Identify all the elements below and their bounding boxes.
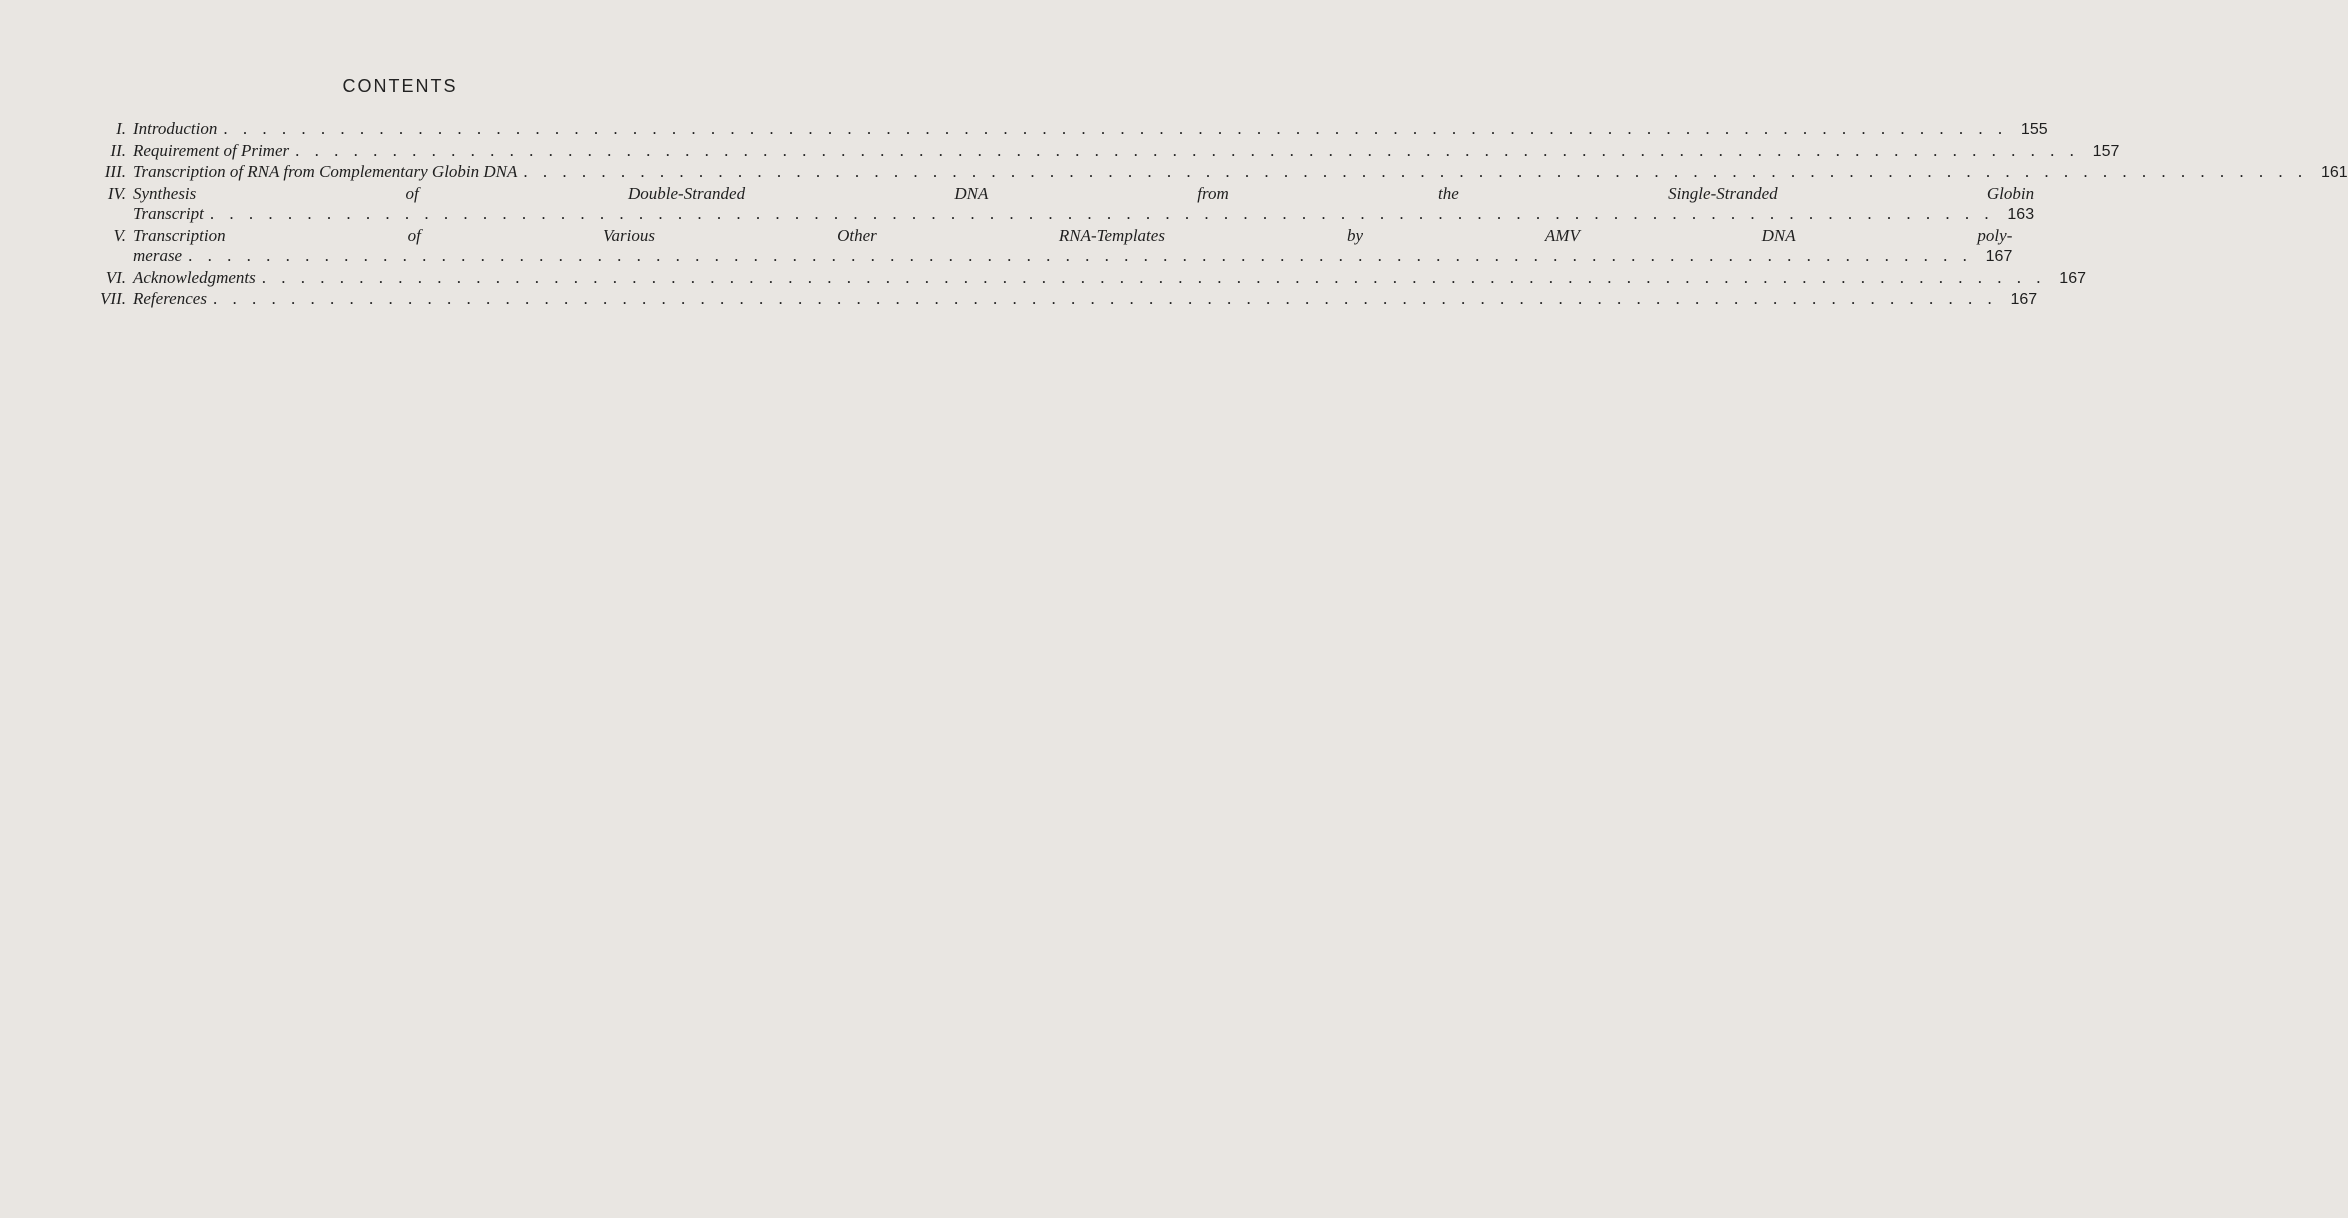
toc-entry-title: Requirement of Primer: [133, 140, 290, 160]
toc-entry: [76, 267, 2086, 290]
toc-entry-body: [133, 119, 2048, 141]
toc-entry-title-line: Synthesis of Double-Stranded DNA from the Single-Stranded Globin: [133, 183, 2035, 203]
toc-entry-title: References: [133, 289, 207, 308]
dot-leader: [295, 141, 2079, 162]
toc-entry-number: VII.: [100, 289, 126, 308]
toc-entry-page-number: 161: [2320, 164, 2348, 181]
toc-entry-page-number: 163: [2007, 206, 2035, 223]
dot-leader: [262, 268, 2046, 289]
toc-entry-title-line: [133, 119, 2048, 141]
toc-entry-title-line: [133, 289, 2037, 311]
toc-entry-number: IV.: [107, 183, 126, 203]
toc-entry-title: Acknowledgments: [133, 267, 256, 287]
toc-entry-number: I.: [116, 119, 126, 138]
toc-entry-page-number: 167: [2010, 291, 2038, 308]
toc-entry-number: III.: [104, 162, 126, 181]
toc-entry: [76, 119, 2048, 141]
toc-entry-page-number: 155: [2020, 121, 2048, 138]
toc-entry-body: [133, 226, 2012, 268]
toc-entry: [76, 140, 2120, 163]
toc-entry-number: V.: [113, 225, 126, 245]
toc-entry-title-line: Transcription of Various Other RNA-Templates by AMV DNA poly-: [133, 225, 2013, 245]
toc-entry-title-line: [133, 204, 2034, 226]
table-of-contents: [76, 119, 2348, 311]
toc-entry-body: [133, 162, 2348, 184]
toc-entry: [76, 225, 2013, 268]
toc-entry-page-number: 157: [2092, 142, 2120, 160]
dot-leader: [223, 119, 2007, 140]
toc-entry-body: [133, 184, 2034, 226]
toc-entry-title: Transcription of RNA from Complementary Globin DNA: [133, 162, 518, 181]
toc-entry-title-line: [133, 268, 2086, 290]
page-title: CONTENTS: [342, 76, 458, 96]
toc-entry-body: [133, 268, 2086, 290]
toc-entry-body: [133, 289, 2037, 311]
toc-entry-title-line: [133, 246, 2012, 268]
toc-entry-title-line: [133, 141, 2119, 163]
toc-entry-body: [133, 141, 2119, 163]
toc-entry-number: II.: [110, 140, 126, 160]
dot-leader: [188, 246, 1972, 267]
toc-entry: [76, 162, 2348, 184]
toc-entry: [76, 183, 2035, 226]
toc-entry-title: Transcript: [133, 204, 204, 223]
toc-entry-title-line: [133, 162, 2348, 184]
dot-leader: [210, 204, 1994, 225]
toc-entry-page-number: 167: [1985, 248, 2013, 265]
toc-entry-number: VI.: [105, 267, 126, 287]
dot-leader: [213, 289, 1997, 310]
toc-entry-title: merase: [133, 246, 183, 265]
dot-leader: [523, 162, 2307, 183]
toc-entry-page-number: 167: [2059, 269, 2086, 287]
toc-entry: [76, 289, 2038, 311]
toc-entry-title: Introduction: [133, 119, 218, 138]
